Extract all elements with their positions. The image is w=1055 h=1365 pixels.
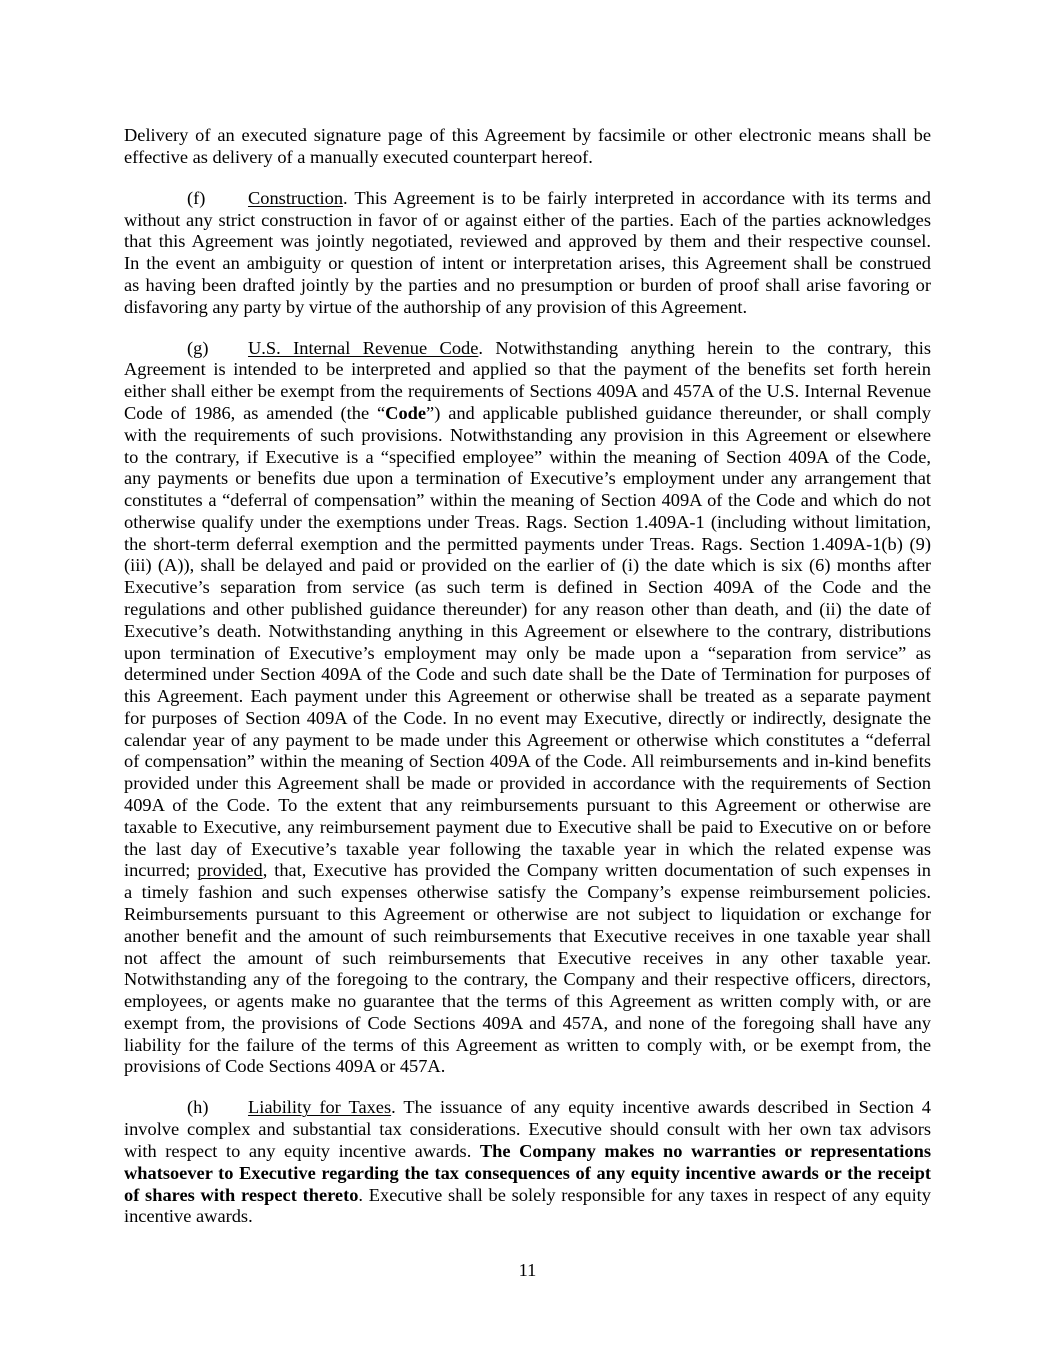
text-run: not affect the amount of such reimbursements that Executive receives in any other taxable year. bbox=[124, 947, 931, 968]
section-heading: U.S. Internal Revenue Code bbox=[248, 337, 479, 358]
text-line bbox=[124, 381, 931, 403]
text-run: the short-term deferral exemption and the permitted payments under Treas. Rags. Section 1.409A-1(b) (9) bbox=[124, 533, 931, 554]
paragraph-f bbox=[124, 188, 931, 319]
text-run: . Notwithstanding anything herein to the contrary, this bbox=[478, 337, 931, 358]
text-run: employees, or agents make no guarantee that the terms of this Agreement as written comply with, or are bbox=[124, 991, 931, 1012]
text-run: with the requirements of such provisions. Notwithstanding any provision in this Agreement or elsewhere bbox=[124, 424, 931, 445]
bold-text: Code bbox=[385, 402, 427, 423]
text-run: as having been drafted jointly by the parties and no presumption or burden of proof shall arise favoring or bbox=[124, 274, 931, 295]
text-run: Delivery of an executed signature page of this Agreement by facsimile or other electronic means shall be bbox=[124, 125, 931, 145]
text-line bbox=[124, 817, 931, 839]
text-run: either shall either be exempt from the requirements of Sections 409A and 457A of the U.S. Internal Revenue bbox=[124, 381, 931, 402]
text-line bbox=[124, 773, 931, 795]
text-run: liability for the failure of the terms of this Agreement as written to comply with, or be exempt from, the bbox=[124, 1034, 931, 1055]
text-line bbox=[124, 447, 931, 469]
paragraph-h bbox=[124, 1097, 931, 1228]
section-label: (h) bbox=[187, 1097, 209, 1118]
text-run: any payments or benefits due upon a termination of Executive’s employment under any arrangement that bbox=[124, 468, 931, 489]
text-run: Code of 1986, as amended (the “ bbox=[124, 402, 386, 423]
text-run: . Executive shall be solely responsible for any taxes in respect of any equity bbox=[358, 1184, 931, 1205]
text-run: exempt from, the provisions of Code Sections 409A and 457A, and none of the foregoing shall have any bbox=[124, 1012, 931, 1033]
text-run: 409A of the Code. To the extent that any reimbursements pursuant to this Agreement or otherwise are bbox=[124, 795, 931, 816]
text-line bbox=[124, 512, 931, 534]
text-run: calendar year of any payment to be made under this Agreement or otherwise which constitutes a “deferral bbox=[124, 729, 931, 750]
text-line bbox=[124, 926, 931, 948]
text-run: without any strict construction in favor of or against either of the parties. Each of the parties acknowledges bbox=[124, 209, 931, 230]
text-run: another benefit and the amount of such reimbursements that Executive receives in one taxable year shall bbox=[124, 925, 931, 946]
text-line bbox=[124, 643, 931, 665]
text-line bbox=[124, 1035, 931, 1057]
section-heading: Liability for Taxes bbox=[248, 1097, 392, 1118]
text-line bbox=[124, 1056, 931, 1078]
text-line bbox=[124, 969, 931, 991]
text-run: constitutes a “deferral of compensation” within the meaning of Section 409A of the Code and which do not bbox=[124, 490, 931, 511]
text-run: , that, Executive has provided the Company written documentation of such expenses in bbox=[262, 860, 932, 881]
text-run: provided under this Agreement shall be made or provided in accordance with the requirements of Section bbox=[124, 773, 931, 794]
text-line bbox=[124, 948, 931, 970]
text-run: . This Agreement is to be fairly interpreted in accordance with its terms and bbox=[343, 187, 931, 208]
text-line bbox=[124, 1185, 931, 1207]
section-label: (f) bbox=[187, 187, 206, 208]
text-line bbox=[124, 730, 931, 752]
text-run: a timely fashion and such expenses otherwise satisfy the Company’s expense reimbursement policies. bbox=[124, 882, 931, 903]
text-run: Notwithstanding any of the foregoing to the contrary, the Company and their respective officers, directors, bbox=[124, 969, 931, 990]
text-run: incentive awards. bbox=[124, 1206, 253, 1227]
text-line bbox=[124, 1141, 931, 1163]
bold-text: The Company makes no warranties or representations bbox=[479, 1140, 931, 1161]
underlined-text: provided bbox=[197, 860, 263, 881]
text-line bbox=[124, 534, 931, 556]
text-line bbox=[124, 621, 931, 643]
text-run: (iii) (A)), shall be delayed and paid or provided on the earlier of (i) the date which is six (6) months after bbox=[124, 555, 931, 576]
text-line bbox=[124, 991, 931, 1013]
bold-text: of shares with respect thereto bbox=[124, 1184, 359, 1205]
text-run: otherwise qualify under the exemptions under Treas. Rags. Section 1.409A-1 (including without limitation, bbox=[124, 511, 931, 532]
text-line bbox=[124, 1013, 931, 1035]
text-run: upon termination of Executive’s employment may only be made upon a “separation from service” as bbox=[124, 642, 931, 663]
text-line bbox=[124, 253, 931, 275]
text-line bbox=[124, 275, 931, 297]
text-run: provisions of Code Sections 409A or 457A. bbox=[124, 1056, 446, 1077]
text-run: taxable to Executive, any reimbursement payment due to Executive shall be paid to Executive on or before bbox=[124, 816, 931, 837]
page-number: 11 bbox=[518, 1260, 537, 1280]
text-line bbox=[124, 708, 931, 730]
text-run: of compensation” within the meaning of Section 409A of the Code. All reimbursements and in-kind benefits bbox=[124, 751, 931, 772]
text-line bbox=[124, 664, 931, 686]
section-heading: Construction bbox=[248, 187, 344, 208]
text-line bbox=[124, 599, 931, 621]
text-line bbox=[124, 839, 931, 861]
text-run: disfavoring any party by virtue of the authorship of any provision of this Agreement. bbox=[124, 296, 748, 317]
text-line bbox=[124, 904, 931, 926]
text-run: that this Agreement was jointly negotiated, reviewed and approved by them and their respective counsel. bbox=[124, 231, 931, 252]
text-line bbox=[124, 1097, 931, 1119]
text-line bbox=[124, 403, 931, 425]
text-run: Executive’s separation from service (as such term is defined in Section 409A of the Code and the bbox=[124, 577, 931, 598]
text-run: In the event an ambiguity or question of intent or interpretation arises, this Agreement shall be construed bbox=[124, 253, 931, 274]
bold-text: whatsoever to Executive regarding the tax consequences of any equity incentive awards or the receipt bbox=[124, 1162, 931, 1183]
text-line bbox=[124, 231, 931, 253]
text-run: with respect to any equity incentive awards. bbox=[124, 1140, 480, 1161]
text-line bbox=[124, 147, 931, 169]
text-line bbox=[124, 860, 931, 882]
text-line bbox=[124, 1119, 931, 1141]
text-run: ”) and applicable published guidance thereunder, or shall comply bbox=[426, 402, 931, 423]
text-run: to the contrary, if Executive is a “specified employee” within the meaning of Section 409A of the Code, bbox=[124, 446, 931, 467]
paragraph-continuation bbox=[124, 125, 931, 169]
text-line bbox=[124, 555, 931, 577]
text-line bbox=[124, 490, 931, 512]
text-run: regulations and other published guidance thereunder) for any reason other than death, and (ii) the date of bbox=[124, 599, 931, 619]
paragraph-g bbox=[124, 338, 931, 1079]
text-run: involve complex and substantial tax considerations. Executive should consult with her own tax advisors bbox=[124, 1119, 931, 1140]
text-run: for purposes of Section 409A of the Code. In no event may Executive, directly or indirectly, designate the bbox=[124, 707, 931, 728]
text-line bbox=[124, 686, 931, 708]
text-run: Agreement is intended to be interpreted and applied so that the payment of the benefits set forth herein bbox=[124, 359, 931, 380]
text-line bbox=[124, 882, 931, 904]
text-run: the last day of Executive’s taxable year following the taxable year in which the related expense was bbox=[124, 838, 931, 859]
text-line bbox=[124, 751, 931, 773]
text-line bbox=[124, 338, 931, 360]
text-run: Reimbursements pursuant to this Agreement or otherwise are not subject to liquidation or exchange for bbox=[124, 903, 931, 924]
text-run: . The issuance of any equity incentive awards described in Section 4 bbox=[391, 1097, 931, 1118]
text-line bbox=[124, 210, 931, 232]
text-line bbox=[124, 577, 931, 599]
text-line bbox=[124, 359, 931, 381]
text-line bbox=[124, 795, 931, 817]
text-line bbox=[124, 425, 931, 447]
text-line bbox=[124, 1163, 931, 1185]
text-run: effective as delivery of a manually executed counterpart hereof. bbox=[124, 146, 593, 167]
body-text bbox=[124, 125, 931, 1247]
text-run: determined under Section 409A of the Code and such date shall be the Date of Termination for purposes of bbox=[124, 664, 931, 685]
text-run: this Agreement. Each payment under this Agreement or otherwise shall be treated as a separate payment bbox=[124, 686, 931, 707]
text-run: incurred; bbox=[124, 860, 198, 881]
text-line bbox=[124, 468, 931, 490]
section-label: (g) bbox=[187, 337, 209, 358]
text-run: Executive’s death. Notwithstanding anything in this Agreement or elsewhere to the contrary, distributions bbox=[124, 620, 931, 641]
text-line bbox=[124, 188, 931, 210]
text-line bbox=[124, 1206, 931, 1228]
text-line bbox=[124, 297, 931, 319]
text-line bbox=[124, 125, 931, 147]
